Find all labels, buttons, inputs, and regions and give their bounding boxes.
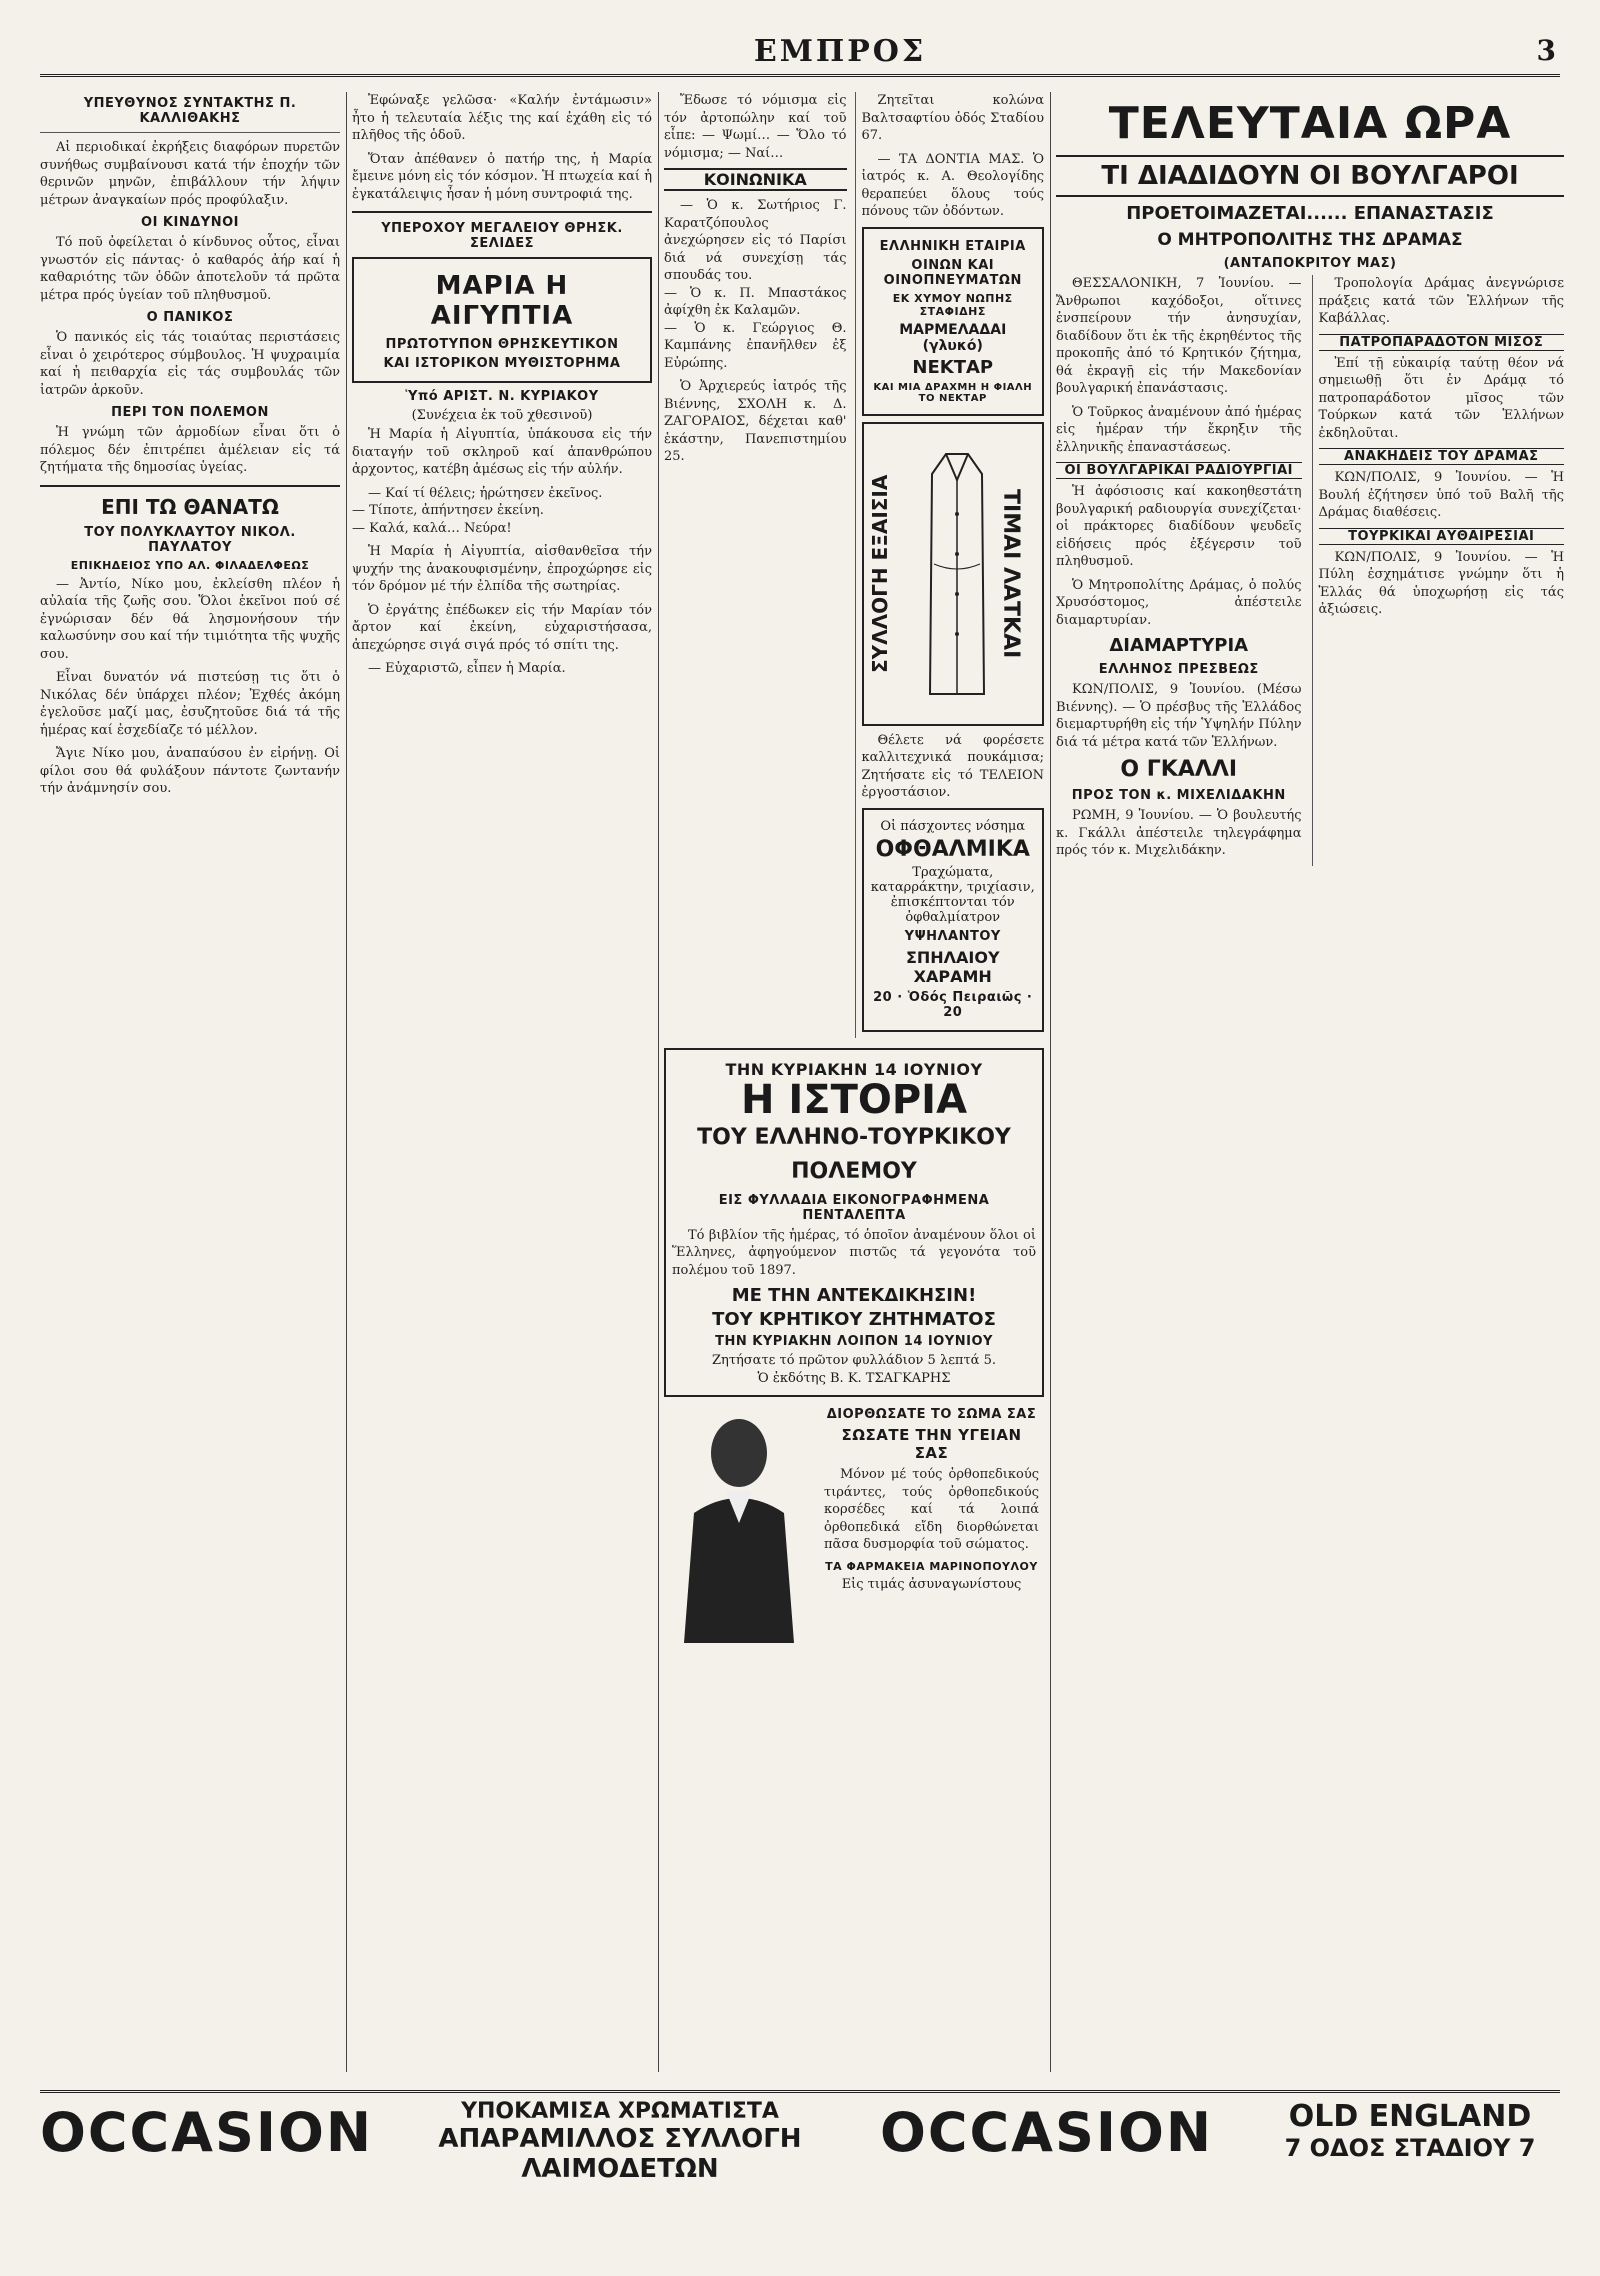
shirt-ad-side — [998, 434, 1038, 714]
article-paragraph: Ὁ Τοῦρκος ἀναμένουν ἀπό ἡμέρας εἰς ἡμέραν τήν ἔκρηξιν τῆς ἐλληνικῆς ἐπαναστάσεως. — [1056, 404, 1302, 455]
wine-ad-line: ΟΙΝΩΝ ΚΑΙ ΟΙΝΟΠΝΕΥΜΑΤΩΝ — [883, 257, 1022, 288]
history-ad-line: Ζητήσατε τό πρῶτον φυλλάδιον 5 λεπτά 5. — [712, 1353, 996, 1368]
history-ad-publisher: Ὁ ἐκδότης Β. Κ. ΤΣΑΓΚΑΡΗΣ — [757, 1371, 951, 1386]
article-paragraph: ΡΩΜΗ, 9 Ἰουνίου. — Ὁ βουλευτής κ. Γκάλλι ἀπέστειλε τηλεγράφημα πρός τόν κ. Μιχελιδάκην. — [1056, 808, 1302, 858]
society-heading: ΚΟΙΝΩΝΙΚΑ — [664, 168, 847, 191]
obituary-title: ΕΠΙ ΤΩ ΘΑΝΑΤΩ — [101, 494, 279, 519]
article-paragraph: — Ἀντίο, Νίκο μου, ἐκλείσθη πλέον ἡ αὐλαία τῆς ζωῆς σου. Ὅλοι ἐκεῖνοι πού σέ ἐγνώρισαν δέν θά λησμονήσουν τήν καλωσύνην σου καί τήν τιμιότητα τῆς ψυχῆς σου. — [40, 576, 340, 662]
article-paragraph: Τό ποῦ ὀφείλεται ὁ κίνδυνος οὗτος, εἶναι γνωστόν εἰς πάντας· ὁ καθαρός ἀήρ καί ἡ καθαριότης τῶν ὁδῶν ἀποτελοῦν τά πρῶτα μέτρα πρός ὑγείαν τοῦ πληθυσμοῦ. — [40, 235, 340, 303]
section-heading: ΑΝΑΚΗΔΕΙΣ ΤΟΥ ΔΡΑΜΑΣ — [1319, 448, 1565, 465]
article-paragraph: Ἡ γνώμη τῶν ἀρμοδίων εἶναι ὅτι ὁ πόλεμος δέν ἐπιτρέπει ἀμέλειαν εἰς τά ζητήματα τῆς δημοσίας ὑγείας. — [40, 425, 340, 475]
masthead — [40, 34, 1560, 77]
column-1 — [40, 92, 340, 2072]
correspondent-note: (ΑΝΤΑΠΟΚΡΙΤΟΥ ΜΑΣ) — [1223, 256, 1397, 271]
shirt-ad-side — [868, 434, 908, 714]
lead-headline: ΤΙ ΔΙΑΔΙΔΟΥΝ ΟΙ ΒΟΥΛΓΑΡΟΙ — [1056, 155, 1564, 197]
shirts-ad-line: ΥΠΟΚΑΜΙΣΑ ΧΡΩΜΑΤΙΣΤΑ — [461, 2099, 779, 2124]
section-heading: Ο ΠΑΝΙΚΟΣ — [146, 310, 234, 325]
article-paragraph: Ἔδωσε τό νόμισμα εἰς τόν ἀρτοπώλην καί τοῦ εἶπε: — Ψωμί… — Ὅλο τό νόμισμα; — Ναί… — [664, 93, 847, 161]
section-heading: ΤΟΥΡΚΙΚΑΙ ΑΥΘΑΙΡΕΣΙΑΙ — [1319, 528, 1565, 545]
article-paragraph: Τροπολογία Δράμας ἀνεγνώρισε πράξεις κατά τῶν Ἑλλήνων τῆς Καβάλλας. — [1318, 276, 1564, 326]
history-ad-line: ΤΗΝ ΚΥΡΙΑΚΗΝ 14 ΙΟΥΝΙΟΥ — [725, 1059, 983, 1079]
wine-ad-line: ΜΑΡΜΕΛΑΔΑΙ (γλυκό) — [899, 321, 1007, 354]
serial-subtitle: ΠΡΩΤΟΤΥΠΟΝ ΘΡΗΣΚΕΥΤΙΚΟΝ — [385, 337, 619, 352]
wine-ad-line: ΚΑΙ ΜΙΑ ΔΡΑΧΜΗ Η ΦΙΑΛΗ ΤΟ ΝΕΚΤΑΡ — [873, 381, 1033, 404]
article-paragraph: ΚΩΝ/ΠΟΛΙΣ, 9 Ἰουνίου. (Μέσω Βιέννης). — Ὁ πρέσβυς τῆς Ἑλλάδος διεμαρτυρήθη εἰς τήν Ὑψηλήν Πύλην διά τά μέτρα κατά τῶν Ἑλλήνων. — [1056, 682, 1302, 750]
obituary-subtitle: ΕΠΙΚΗΔΕΙΟΣ ΥΠΟ ΑΛ. ΦΙΛΑΔΕΛΦΕΩΣ — [70, 558, 310, 572]
article-paragraph: ΚΩΝ/ΠΟΛΙΣ, 9 Ἰουνίου. — Ἡ Βουλή ἐζήτησεν ὑπό τοῦ Βαλῆ τῆς Δράμας διαθέσεις. — [1318, 470, 1564, 520]
health-ad-store: ΤΑ ΦΑΡΜΑΚΕΙΑ ΜΑΡΙΝΟΠΟΥΛΟΥ — [825, 1559, 1038, 1573]
serial-paragraph: Ἡ Μαρία ἡ Αἰγυπτία, αἰσθανθεῖσα τήν ψυχήν της ἀνακουφισμένην, ἐπροχώρησε εἰς τόν δρόμον μέ τήν ἐλπίδα τῆς σωτηρίας. — [352, 544, 652, 594]
editor-heading: ΥΠΕΥΘΥΝΟΣ ΣΥΝΤΑΚΤΗΣ Π. ΚΑΛΛΙΘΑΚΗΣ — [83, 96, 297, 126]
article-paragraph: Αἱ περιοδικαί ἐκρήξεις διαφόρων πυρετῶν συνήθως συμβαίνουσι κατά τήν ἐποχήν τῶν θερινῶν μηνῶν, ἐπιβάλλουν τήν λήψιν μέτρων ἀναγκαίων πρός προφύλαξιν. — [40, 140, 340, 208]
section-heading: ΠΕΡΙ ΤΟΝ ΠΟΛΕΜΟΝ — [111, 405, 269, 420]
occasion-label: OCCASION — [880, 2101, 1214, 2164]
serial-paragraph: Ὁ ἐργάτης ἐπέδωκεν εἰς τήν Μαρίαν τόν ἄρτον καί ἐκείνη, εὐχαριστήσασα, ἀπεχώρησε σιγά σιγά πρός τό σπίτι της. — [352, 602, 652, 653]
lead-subheadline: Ο ΜΗΤΡΟΠΟΛΙΤΗΣ ΤΗΣ ΔΡΑΜΑΣ — [1157, 230, 1463, 250]
newspaper-title: ΕΜΠΡΟΣ — [753, 34, 927, 69]
article-paragraph: Ὅταν ἀπέθανεν ὁ πατήρ της, ἡ Μαρία ἔμεινε μόνη εἰς τόν κόσμον. Ἡ πτωχεία καί ἡ ἐγκατάλειψις ἦσαν ἡ μόνη συντροφιά της. — [352, 151, 652, 202]
lead-subheadline: ΠΡΟΕΤΟΙΜΑΖΕΤΑΙ...... ΕΠΑΝΑΣΤΑΣΙΣ — [1126, 203, 1494, 224]
article-paragraph: Ὁ Μητροπολίτης Δράμας, ὁ πολύς Χρυσόστομος, ἀπέστειλε διαμαρτυρίαν. — [1056, 577, 1302, 628]
man-portrait-icon — [664, 1403, 814, 1643]
column-divider — [1050, 92, 1051, 2072]
health-ad-title: ΔΙΟΡΘΩΣΑΤΕ ΤΟ ΣΩΜΑ ΣΑΣ — [826, 1407, 1037, 1422]
shirts-advert — [370, 2099, 870, 2184]
section-heading: ΔΙΑΜΑΡΤΥΡΙΑ — [1109, 635, 1249, 656]
column-3-right — [855, 92, 1045, 1038]
column-4-body — [1056, 275, 1564, 866]
health-ad-text — [824, 1403, 1039, 1595]
oph-ad-title: ΟΦΘΑΛΜΙΚΑ — [875, 836, 1030, 862]
section-heading: Ο ΓΚΑΛΛΙ — [1120, 757, 1238, 782]
serial-subtitle: ΚΑΙ ΙΣΤΟΡΙΚΟΝ ΜΥΘΙΣΤΟΡΗΜΑ — [383, 356, 621, 371]
history-ad-line: ΜΕ ΤΗΝ ΑΝΤΕΚΔΙΚΗΣΙΝ! — [731, 1285, 977, 1306]
history-ad-body: Τό βιβλίον τῆς ἡμέρας, τό ὁποῖον ἀναμένουν ὅλοι οἱ Ἕλληνες, ἀφηγούμενον πιστῶς τά γεγονότα τοῦ πολέμου τοῦ 1897. — [672, 1227, 1036, 1278]
society-notes: — Ὁ κ. Σωτήριος Γ. Καρατζόπουλος ἀνεχώρησεν εἰς τό Παρίσι διά νά συνεχίσῃ τάς σπουδάς του. — Ὁ κ. Π. Μπαστάκος ἀφίχθη ἐκ Καλαμῶν. — Ὁ κ. Γεώργιος Θ. Καμπάνης ἐπανῆλθεν ἐξ Εὐρώπης. — [664, 198, 847, 371]
serial-advert: ΥΠΕΡΟΧΟΥ ΜΕΓΑΛΕΙΟΥ ΘΡΗΣΚ. ΣΕΛΙΔΕΣ — [381, 221, 623, 251]
serial-paragraph: Ἡ Μαρία ἡ Αἰγυπτία, ὑπάκουσα εἰς τήν διαταγήν τοῦ σκληροῦ καί ἀπανθρώπου ἀρχοντος, κατέβη ἀμέσως εἰς τήν αὐλήν. — [352, 427, 652, 477]
wine-advert — [862, 227, 1045, 416]
article-paragraph: ΚΩΝ/ΠΟΛΙΣ, 9 Ἰουνίου. — Ἡ Πύλη ἐσχημάτισε γνώμην ὅτι ἡ Ἑλλάς θά ὑποχωρήσῃ εἰς τάς ἀξιώσεις. — [1318, 549, 1564, 617]
oph-ad-line: 20 · Ὁδός Πειραιῶς · 20 — [873, 989, 1033, 1020]
page-number: 3 — [1536, 34, 1556, 67]
old-england-advert — [1260, 2099, 1560, 2162]
column-divider — [346, 92, 347, 2072]
article-paragraph: Ἄγιε Νίκο μου, ἀναπαύσου ἐν εἰρήνῃ. Οἱ φίλοι σου θά φυλάξουν πάντοτε ζωντανήν τήν ἀνάμνησίν σου. — [40, 746, 340, 796]
ophthalmic-advert — [862, 808, 1045, 1032]
history-advert — [664, 1048, 1044, 1398]
serial-title: ΜΑΡΙΑ Η ΑΙΓΥΠΤΙΑ — [430, 271, 574, 331]
column-divider — [658, 92, 659, 2072]
oph-ad-line: ΥΨΗΛΑΝΤΟΥ — [904, 928, 1001, 944]
column-3-left — [664, 92, 847, 1038]
oph-ad-line: ΣΠΗΛΑΙΟΥ ΧΑΡΑΜΗ — [905, 947, 1000, 986]
section-subheading: ΕΛΛΗΝΟΣ ΠΡΕΣΒΕΩΣ — [1098, 662, 1259, 677]
divider — [40, 132, 340, 133]
serial-paragraph: — Εὐχαριστῶ, εἶπεν ἡ Μαρία. — [368, 661, 566, 676]
shirt-illustration-icon — [924, 444, 990, 704]
health-ad-subtitle: ΣΩΣΑΤΕ ΤΗΝ ΥΓΕΙΑΝ ΣΑΣ — [841, 1426, 1022, 1462]
column-2 — [352, 92, 652, 2072]
section-subheading: ΠΡΟΣ ΤΟΝ κ. ΜΙΧΕΛΙΔΑΚΗΝ — [1071, 788, 1286, 803]
history-ad-line: ΤΟΥ ΚΡΗΤΙΚΟΥ ΖΗΤΗΜΑΤΟΣ — [712, 1309, 996, 1330]
wine-ad-line: ΕΛΛΗΝΙΚΗ ΕΤΑΙΡΙΑ — [879, 238, 1026, 254]
article-paragraph: Θέλετε νά φορέσετε καλλιτεχνικά πουκάμισα; Ζητήσατε εἰς τό ΤΕΛΕΙΟΝ ἐργοστάσιον. — [861, 732, 1044, 800]
store-address: 7 ΟΔΟΣ ΣΤΑΔΙΟΥ 7 — [1284, 2134, 1536, 2162]
serial-header-box — [352, 257, 652, 383]
health-ad-price: Εἰς τιμάς ἀσυναγωνίστους — [841, 1576, 1022, 1592]
column-4-left — [1056, 275, 1302, 866]
divider — [352, 211, 652, 213]
health-ad-body: Μόνον μέ τούς ὀρθοπεδικούς τιράντες, τούς ὀρθοπεδικούς κορσέδες καί τά λοιπά ὀρθοπεδικά εἴδη διορθώνεται πᾶσα δυσμορφία τοῦ σώματος. — [824, 1467, 1039, 1552]
article-paragraph: ΘΕΣΣΑΛΟΝΙΚΗ, 7 Ἰουνίου. — Ἄνθρωποι καχόδοξοι, οἵτινες ἐνσπείρουν τήν ἀνησυχίαν, διαδίδουν ὅτι ἐκ τῆς ἐκρηθέντος τῆς προκοπῆς ἀπό τό Κρητικόν ζήτημα, θά ἐκραγῇ εἰς τήν Μακεδονίαν βουλγαρική ἐπανάστασις. — [1056, 276, 1302, 396]
obituary-name: ΤΟΥ ΠΟΛΥΚΛΑΥΤΟΥ ΝΙΚΟΛ. ΠΑΥΛΑΤΟΥ — [84, 524, 296, 555]
occasion-label: OCCASION — [40, 2101, 374, 2164]
divider — [40, 485, 340, 487]
serial-paragraph: — Καί τί θέλεις; ἠρώτησεν ἐκεῖνος. — Τίποτε, ἀπήντησεν ἐκείνη. — Καλά, καλά… Νεύρα! — [352, 485, 603, 536]
section-heading: ΟΙ ΒΟΥΛΓΑΡΙΚΑΙ ΡΑΔΙΟΥΡΓΙΑΙ — [1056, 462, 1302, 479]
store-name: OLD ENGLAND — [1288, 2099, 1532, 2134]
history-ad-line: ΕΙΣ ΦΥΛΛΑΔΙΑ ΕΙΚΟΝΟΓΡΑΦΗΜΕΝΑ ΠΕΝΤΑΛΕΠΤΑ — [718, 1192, 990, 1223]
section-heading: ΠΑΤΡΟΠΑΡΑΔΟΤΟΝ ΜΙΣΟΣ — [1319, 334, 1565, 351]
column-4-right — [1312, 275, 1565, 866]
banner-heading: ΤΕΛΕΥΤΑΙΑ ΩΡΑ — [1108, 98, 1512, 149]
serial-continuation: (Συνέχεια ἐκ τοῦ χθεσινοῦ) — [411, 408, 593, 423]
article-paragraph: Ἐφώναξε γελῶσα· «Καλήν ἐντάμωσιν» ἦτο ἡ τελευταία λέξις της καί ἐχάθη εἰς τό πλῆθος τῆς ὁδοῦ. — [352, 93, 652, 143]
shirt-ad-label: ΤΙΜΑΙ ΛΑΤΚΑΙ — [998, 488, 1023, 659]
serial-author: Ὑπό ΑΡΙΣΤ. Ν. ΚΥΡΙΑΚΟΥ — [405, 389, 599, 404]
shirt-ad-label: ΣΥΛΛΟΓΗ ΕΞΑΙΣΙΑ — [867, 474, 892, 673]
article-paragraph: Ζητεῖται κολώνα Βαλτσαφτίου ὁδός Σταδίου 67. — [861, 93, 1044, 143]
section-heading: ΟΙ ΚΙΝΔΥΝΟΙ — [141, 215, 239, 230]
history-ad-title: Η ΙΣΤΟΡΙΑ — [740, 1076, 968, 1123]
shirts-ad-line: ΑΠΑΡΑΜΙΛΛΟΣ ΣΥΛΛΟΓΗ ΛΑΙΜΟΔΕΤΩΝ — [438, 2124, 802, 2184]
column-3 — [664, 92, 1044, 2072]
article-paragraph: Ἡ ἀφόσιοσις καί κακοηθεστάτη βουλγαρική ραδιουργία συνεχίζεται· οἱ πράκτορες διαδίδουν ψευδεῖς εἰδήσεις πρός ἐξέγερσιν τοῦ πληθυσμοῦ. — [1056, 484, 1302, 569]
oph-ad-line: Τραχώματα, καταρράκτην, τριχίασιν, ἐπισκέπτονται τόν ὀφθαλμίατρον — [870, 864, 1035, 925]
shirt-advert — [862, 422, 1045, 726]
article-paragraph: Ὁ Ἀρχιερεύς ἰατρός τῆς Βιέννης, ΣΧΟΛΗ κ. Δ. ΖΑΓΟΡΑΙΟΣ, δέχεται καθ' ἑκάστην, Πανεπιστημίου 25. — [664, 379, 847, 464]
column-4 — [1056, 92, 1564, 2072]
article-paragraph: Ἐπί τῇ εὐκαιρίᾳ ταύτῃ θέον νά σημειωθῇ ὅτι ἐν Δράμᾳ τό πατροπαράδοτον μῖσος τῶν Τούρκων κατά τῶν Ἑλλήνων ἐκδηλοῦται. — [1318, 355, 1564, 441]
bottom-advert-strip — [40, 2090, 1560, 2184]
oph-ad-line: Οἱ πάσχοντες νόσημα — [880, 818, 1026, 834]
article-paragraph: — ΤΑ ΔΟΝΤΙΑ ΜΑΣ. Ὁ ἰατρός κ. Α. Θεολογίδης θεραπεύει ὅλους τούς πόνους τῶν ὀδόντων. — [861, 151, 1044, 219]
health-advert — [664, 1403, 1044, 1653]
article-paragraph: Εἶναι δυνατόν νά πιστεύσῃ τις ὅτι ὁ Νικόλας δέν ὑπάρχει πλέον; Ἐχθές ἀκόμη ἐγελοῦσε μαζί μας, ἐσυζητοῦσε διά τά τῆς ἡμέρας καί ἐσχεδίαζε τό μέλλον. — [40, 670, 340, 738]
history-ad-line: ΤΗΝ ΚΥΡΙΑΚΗΝ ΛΟΙΠΟΝ 14 ΙΟΥΝΙΟΥ — [715, 1334, 993, 1349]
wine-ad-line: ΕΚ ΧΥΜΟΥ ΝΩΠΗΣ ΣΤΑΦΙΔΗΣ — [892, 291, 1013, 318]
column-3-top — [664, 92, 1044, 1038]
history-ad-subject: ΤΟΥ ΕΛΛΗΝΟ-ΤΟΥΡΚΙΚΟΥ ΠΟΛΕΜΟΥ — [697, 1124, 1011, 1184]
article-paragraph: Ὁ πανικός εἰς τάς τοιαύτας περιστάσεις εἶναι ὁ χειρότερος σύμβουλος. Ἡ ψυχραιμία καί ἡ πειθαρχία εἰς τάς συμβουλάς τῶν ἰατρῶν ἀρκοῦν. — [40, 330, 340, 398]
wine-ad-line: ΝΕΚΤΑΡ — [912, 356, 994, 378]
